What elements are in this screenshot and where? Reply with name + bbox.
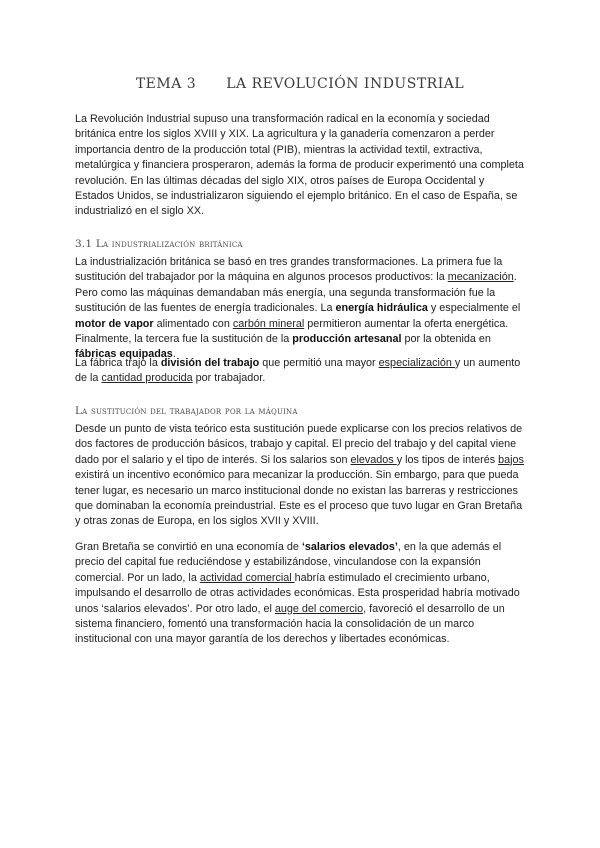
term-especializacion: especialización	[378, 357, 455, 369]
text-run: por la obtenida en	[401, 333, 491, 346]
text-run: La industrialización británica se basó en tres grandes transformaciones. La primera fue la sustitución del trabajador por la máquina en algunos procesos productivos: la	[75, 256, 503, 284]
term-cantidad-producida: cantidad producida	[101, 372, 193, 385]
intro-paragraph: La Revolución Industrial supuso una transformación radical en la economía y sociedad británica entre los siglos XVIII y XIX. La agricultura y la ganadería comenzaron a perder importancia dentro de la producción total (PIB), mientras la actividad textil, extractiva, metalúrgica y financiera prosperaron, además la forma de producir experimentó una completa revolución. En las últimas décadas del siglo XIX, otros países de Europa Occidental y Estados Unidos, se industrializaron siguiendo el ejemplo británico. En el caso de España, se industrializó en el siglo XX.	[75, 113, 524, 218]
text-run: permitieron aumentar la oferta energética. Finalmente, la tercera fue la sustitución de la	[75, 317, 509, 346]
text-run: alimentado con	[153, 317, 233, 330]
section-heading-sustitucion: La sustitución del trabajador por la máquina	[75, 405, 298, 417]
term-division-del-trabajo: división del trabajo	[160, 357, 260, 369]
text-run: , favoreció el desarrollo de un sistema financiero, fomentó una transformación hacia la consolidación de un marco institucional con una mayor garantía de los derechos y libertades económicas.	[75, 602, 505, 646]
text-run: La fábrica trajo la	[75, 357, 161, 369]
page-title	[0, 76, 600, 92]
term-actividad-comercial: actividad comercial	[199, 571, 295, 584]
section2-paragraph-1	[75, 422, 525, 530]
term-salarios-elevados: ‘salarios elevados’	[301, 541, 398, 553]
text-run: y especialmente el	[427, 302, 521, 315]
title-tema: TEMA 3	[135, 76, 197, 92]
text-run: y los tipos de interés	[396, 453, 499, 466]
text-run: por trabajador.	[192, 372, 266, 385]
text-run: y un aumento de la	[75, 357, 521, 385]
text-run: Gran Bretaña se convirtió en una economía de	[75, 541, 302, 553]
section1-paragraph-1	[75, 255, 525, 363]
section2-paragraph-2	[75, 540, 525, 648]
text-run: habría estimulado el crecimiento urbano, impulsando el desarrollo de otras actividades económicas. Esta prosperidad habría motivado unos ‘salarios elevados’. Por otro lado, el	[75, 571, 520, 615]
term-energia-hidraulica: energía hidráulica	[335, 302, 428, 315]
term-fabricas-equipadas: fábricas equipadas	[75, 348, 173, 361]
term-bajos: bajos	[498, 453, 524, 466]
term-auge-del-comercio: auge del comercio	[274, 602, 364, 615]
term-mecanizacion: mecanización	[447, 271, 514, 284]
section1-paragraph-2	[75, 356, 525, 387]
text-run: que permitió una mayor	[259, 357, 379, 369]
text-run: . Pero como las máquinas demandaban más energía, una segunda transformación fue la sustitución de las fuentes de energía tradicionales. La	[75, 271, 517, 315]
term-carbon-mineral: carbón mineral	[232, 317, 305, 330]
section-heading-industrializacion: 3.1 La industrialización británica	[75, 238, 243, 250]
term-produccion-artesanal: producción artesanal	[292, 333, 402, 346]
text-run: .	[172, 348, 176, 361]
text-run: Desde un punto de vista teórico esta sustitución puede explicarse con los precios relativos de dos factores de producción básicos, trabajo y capital. El precio del trabajo y del capital viene dado por el salario y el tipo de interés. Si los salarios son	[75, 423, 523, 466]
term-elevados: elevados	[350, 453, 397, 466]
text-run: , en la que además el precio del capital fue reduciéndose y estabilizándose, vinculandose con la expansión comercial. Por un lado, la	[75, 541, 502, 584]
term-motor-de-vapor: motor de vapor	[75, 317, 154, 330]
title-text: LA REVOLUCIÓN INDUSTRIAL	[226, 76, 465, 92]
text-run: existirá un incentivo económico para mecanizar la producción. Sin embargo, para que pueda tener lugar, es necesario un marco institucional donde no existan las barreras y restricciones que dominaban la economía preindustrial. Este es el proceso que tuvo lugar en Gran Bretaña y otras zonas de Europa, en los siglos XVII y XVIII.	[75, 469, 523, 528]
